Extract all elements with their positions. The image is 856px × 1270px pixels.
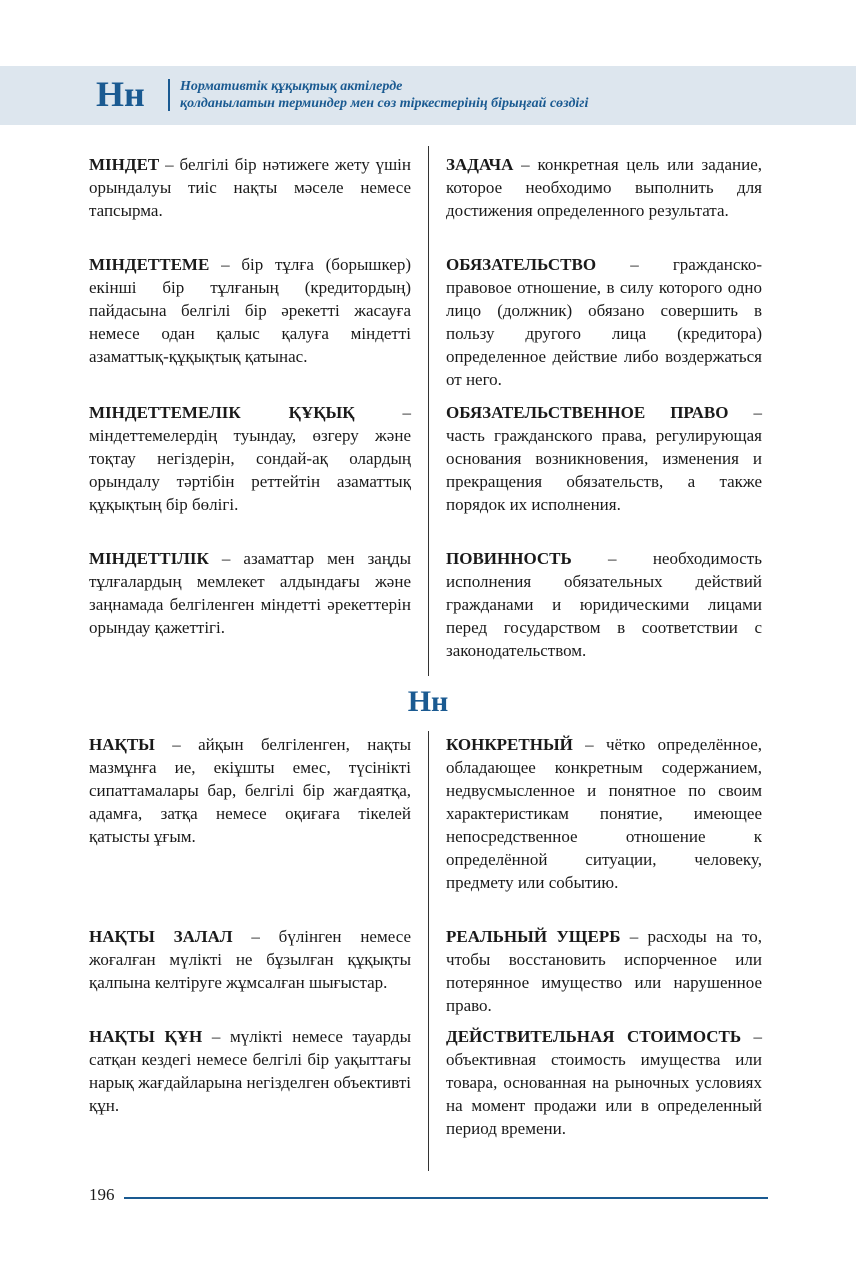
term-kz: МІНДЕТТІЛІК [89,549,209,568]
header-subtitle [180,78,588,112]
column-divider-bottom [428,731,429,1171]
definition-ru: – конкретная цель или задание, которое необходимо выполнить для достижения определенного результата. [446,155,762,220]
definition-kz: – бүлінген немесе жоғалған мүлікті не бұзылған құқықты қалпына келтіруге жұмсалған шығыстар. [89,927,411,992]
entry-ru [446,401,762,516]
entry-ru [446,1025,762,1140]
header-letter: Нн [96,74,145,114]
entry-ru [446,153,762,222]
page-number: 196 [89,1185,115,1204]
entry-ru [446,733,762,894]
entry-ru [446,925,762,1017]
term-kz: НАҚТЫ [89,735,155,754]
footer-rule [124,1197,768,1199]
entry-kz [89,733,411,848]
entry-ru [446,547,762,662]
definition-ru: – расходы на то, чтобы восстановить испорченное или потерянное имущество или нарушенное право. [446,927,763,1015]
definition-kz: – азаматтар мен заңды тұлғалардың мемлекет алдындағы және заңнамада белгіленген міндетті әрекеттерін орындау қажеттігі. [89,549,411,637]
entry-kz [89,153,411,222]
definition-ru: – гражданско-правовое отношение, в силу которого одно лицо (должник) обязано совершить в пользу другого лица (кредитора) определенное действие либо воздержаться от него. [446,255,762,389]
column-divider-top [428,146,429,676]
section-letter: Нн [407,685,449,718]
definition-kz: – айқын белгіленген, нақты мазмұнға ие, екіұшты емес, түсінікті сипаттамалары бар, белгілі бір жағдаятқа, адамға, затқа немесе оқиғаға тікелей қатысты ұғым. [89,735,411,846]
entry-kz [89,547,411,639]
definition-kz: – белгілі бір нәтижеге жету үшін орындалуы тиіс нақты мәселе немесе тапсырма. [89,155,411,220]
term-ru: ПОВИННОСТЬ [446,549,572,568]
header-divider [168,79,170,111]
definition-ru: – чётко определённое, обладающее конкретным содержанием, недвусмысленное и понятное по своим характеристикам понятие, имеющее непосредственное отношение к определённой ситуации, человеку, предмету или событию. [446,735,762,892]
entry-kz [89,925,411,994]
definition-ru: – объективная стоимость имущества или товара, основанная на рыночных условиях на момент продажи или в определенный период времени. [446,1027,762,1138]
term-ru: РЕАЛЬНЫЙ УЩЕРБ [446,927,621,946]
definition-ru: – необходимость исполнения обязательных действий гражданами и юридическими лицами перед государством в соответствии с законодательством. [446,549,762,660]
term-ru: ЗАДАЧА [446,155,514,174]
entry-kz [89,401,411,516]
term-kz: НАҚТЫ ЗАЛАЛ [89,927,233,946]
term-kz: НАҚТЫ ҚҰН [89,1027,203,1046]
definition-kz: – мүлікті немесе тауарды сатқан кездегі немесе белгілі бір уақыттағы нарық жағдайларына негізделген объективті құн. [89,1027,412,1115]
entry-kz [89,1025,411,1117]
header-subtitle-line1: Нормативтік құқықтық актілерде [180,79,403,94]
term-kz: МІНДЕТ [89,155,160,174]
header-subtitle-line2: қолданылатын терминдер мен сөз тіркестерінің бірыңғай сөздігі [180,96,589,111]
definition-ru: – часть гражданского права, регулирующая основания возникновения, изменения и прекращения обязательств, а также порядок их исполнения. [446,403,762,514]
term-ru: ОБЯЗАТЕЛЬСТВО [446,255,597,274]
term-ru: ОБЯЗАТЕЛЬСТВЕННОЕ ПРАВО [446,403,729,422]
term-kz: МІНДЕТТЕМЕ [89,255,210,274]
entry-kz [89,253,411,368]
term-ru: КОНКРЕТНЫЙ [446,735,573,754]
entry-ru [446,253,762,391]
definition-kz: – бір тұлға (борышкер) екінші бір тұлғаның (кредитордың) пайдасына белгілі бір әрекетті жасауға немесе одан қалыс қалуға міндетті азаматтық-құқықтық қатынас. [89,255,411,366]
definition-kz: – міндеттемелердің туындау, өзгеру және тоқтау негіздерін, сондай-ақ олардың орындалу тәртібін реттейтін азаматтық құқықтың бір бөлігі. [89,403,411,514]
term-kz: МІНДЕТТЕМЕЛІК ҚҰҚЫҚ [89,403,355,422]
term-ru: ДЕЙСТВИТЕЛЬНАЯ СТОИМОСТЬ [446,1027,742,1046]
